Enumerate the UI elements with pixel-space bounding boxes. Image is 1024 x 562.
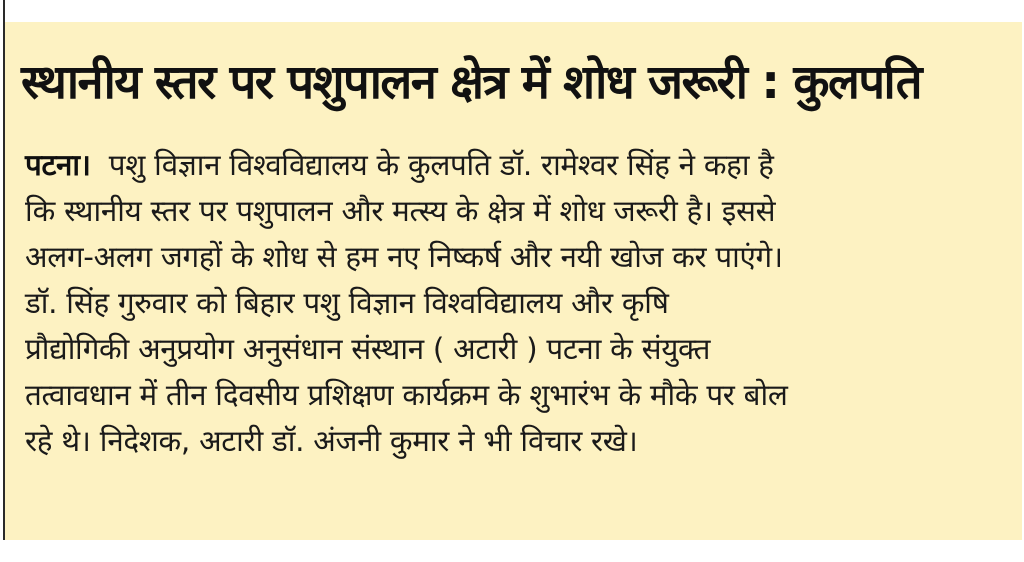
article-headline: स्थानीय स्तर पर पशुपालन क्षेत्र में शोध जरूरी : कुलपति (21, 55, 922, 110)
article-line-1 (25, 142, 1015, 188)
article-line-3: अलग-अलग जगहों के शोध से हम नए निष्कर्ष और नयी खोज कर पाएंगे। (25, 240, 783, 274)
article-line-1-text: पशु विज्ञान विश्वविद्यालय के कुलपति डॉ. रामेश्वर सिंह ने कहा है (108, 148, 774, 182)
article-line-7: रहे थे। निदेशक, अटारी डॉ. अंजनी कुमार ने भी विचार रखे। (25, 424, 638, 458)
clipping-top-margin (5, 0, 1024, 22)
article-line-2: कि स्थानीय स्तर पर पशुपालन और मत्स्य के क्षेत्र में शोध जरूरी है। इससे (25, 194, 776, 228)
article-line-5: प्रौद्योगिकी अनुप्रयोग अनुसंधान संस्थान ( अटारी ) पटना के संयुक्त (25, 332, 711, 366)
newspaper-clipping (3, 0, 1022, 540)
article-line-4: डॉ. सिंह गुरुवार को बिहार पशु विज्ञान विश्वविद्यालय और कृषि (25, 286, 669, 320)
dateline: पटना। (25, 148, 91, 182)
article-line-6: तत्वावधान में तीन दिवसीय प्रशिक्षण कार्यक्रम के शुभारंभ के मौके पर बोल (25, 378, 788, 412)
article-body (25, 142, 1015, 464)
